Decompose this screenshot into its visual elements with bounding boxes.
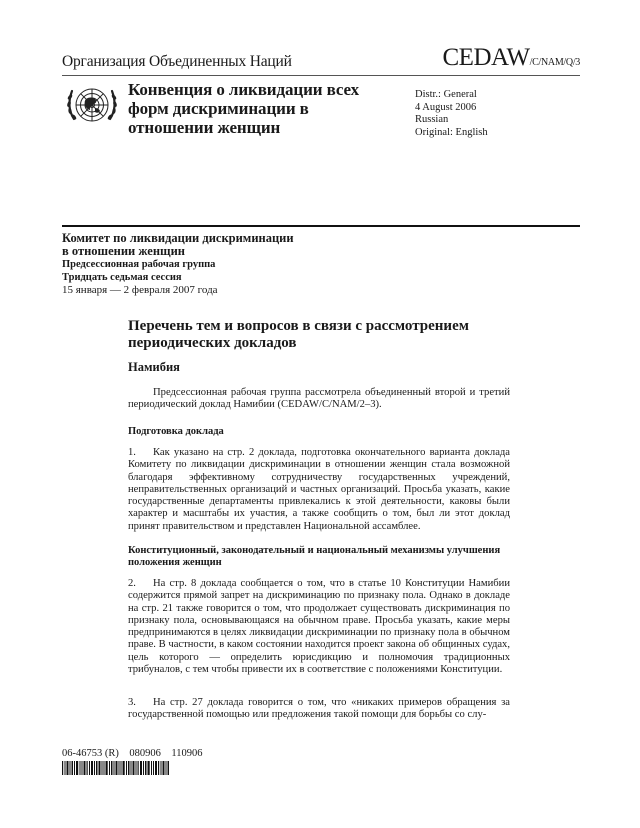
paragraph-text: На стр. 8 доклада сообщается о том, что в статье 10 Конституции Намибии содержится прямой запрет на дискриминацию по признаку пола. Однако в докладе на стр. 21 также говорится о том, что продолжает существовать дискриминация по признаку пола, основывающаяся на обычном праве. Просьба указать, какие меры предпринимаются в целях ликвидации дискриминации по признаку пола в обычном праве. В частности, в каком состоянии находится проект закона об общинных судах, цель которого — определить юрисдикцию и полномочия традиционных трибуналов, с тем чтобы привести их в соответствие с положениями Конституции. [128,578,510,676]
paragraph-text: Как указано на стр. 2 доклада, подготовка окончательного варианта доклада Комитету по ликвидации дискриминации в отношении женщин стала возможной благодаря эффективному сотрудничеству государственных учреждений, неправительственных организаций и частных организаций. Просьба указать, какие государственные департаменты привлекались к этой деятельности, каковы были характер и масштабы их участия, а также сообщить о том, был ли этот доклад принят правительством и представлен Национальной ассамблее. [128,447,510,532]
session: Тридцать седьмая сессия [62,272,182,283]
committee-name-cont: в отношении женщин [62,244,185,258]
paragraph-number: 2. [128,578,136,589]
working-group: Предсессионная рабочая группа [62,259,216,270]
country-heading: Намибия [128,360,180,374]
committee-name: Комитет по ликвидации дискриминации [62,231,294,245]
paragraph [128,447,510,533]
convention-title [128,80,359,137]
session-dates: 15 января — 2 февраля 2007 года [62,284,218,296]
symbol-main: CEDAW [442,44,530,71]
section-rule [62,225,580,227]
document-title-line: Перечень тем и вопросов в связи с рассмотрением [128,318,469,334]
job-number: 06-46753 (R) 080906 110906 [62,748,203,759]
distribution-type: Distr.: General [415,89,477,100]
convention-title-line: Конвенция о ликвидации всех [128,80,360,99]
symbol-suffix: /C/NAM/Q/3 [529,57,580,68]
section-heading: Подготовка доклада [128,426,224,437]
barcode-icon [62,761,169,775]
document-title [128,318,518,352]
distribution-block [415,89,488,139]
document-symbol [443,44,581,72]
organization-name: Организация Объединенных Наций [62,53,292,70]
paragraph-number: 1. [128,447,136,458]
paragraph [128,697,510,722]
section-heading: Конституционный, законодательный и национальный механизмы улучшения положения женщин [128,545,501,569]
paragraph-number: 3. [128,697,136,708]
header-rule [62,75,580,76]
paragraph [128,578,510,676]
document-title-line: периодических докладов [128,335,297,351]
language: Russian [415,114,449,125]
issue-date: 4 August 2006 [415,101,477,113]
convention-title-line: форм дискриминации в [128,99,309,118]
convention-title-line: отношении женщин [128,118,281,137]
intro-paragraph: Предсессионная рабочая группа рассмотрела объединенный второй и третий периодический доклад Намибии (CEDAW/C/NAM/2–3). [128,387,510,411]
original-language: Original: English [415,126,488,138]
committee-block [62,232,294,297]
paragraph-text: На стр. 27 доклада говорится о том, что «никаких примеров обращения за государственной помощью или предложения такой помощи для борьбы со слу- [128,697,510,721]
un-emblem-icon [62,79,122,131]
